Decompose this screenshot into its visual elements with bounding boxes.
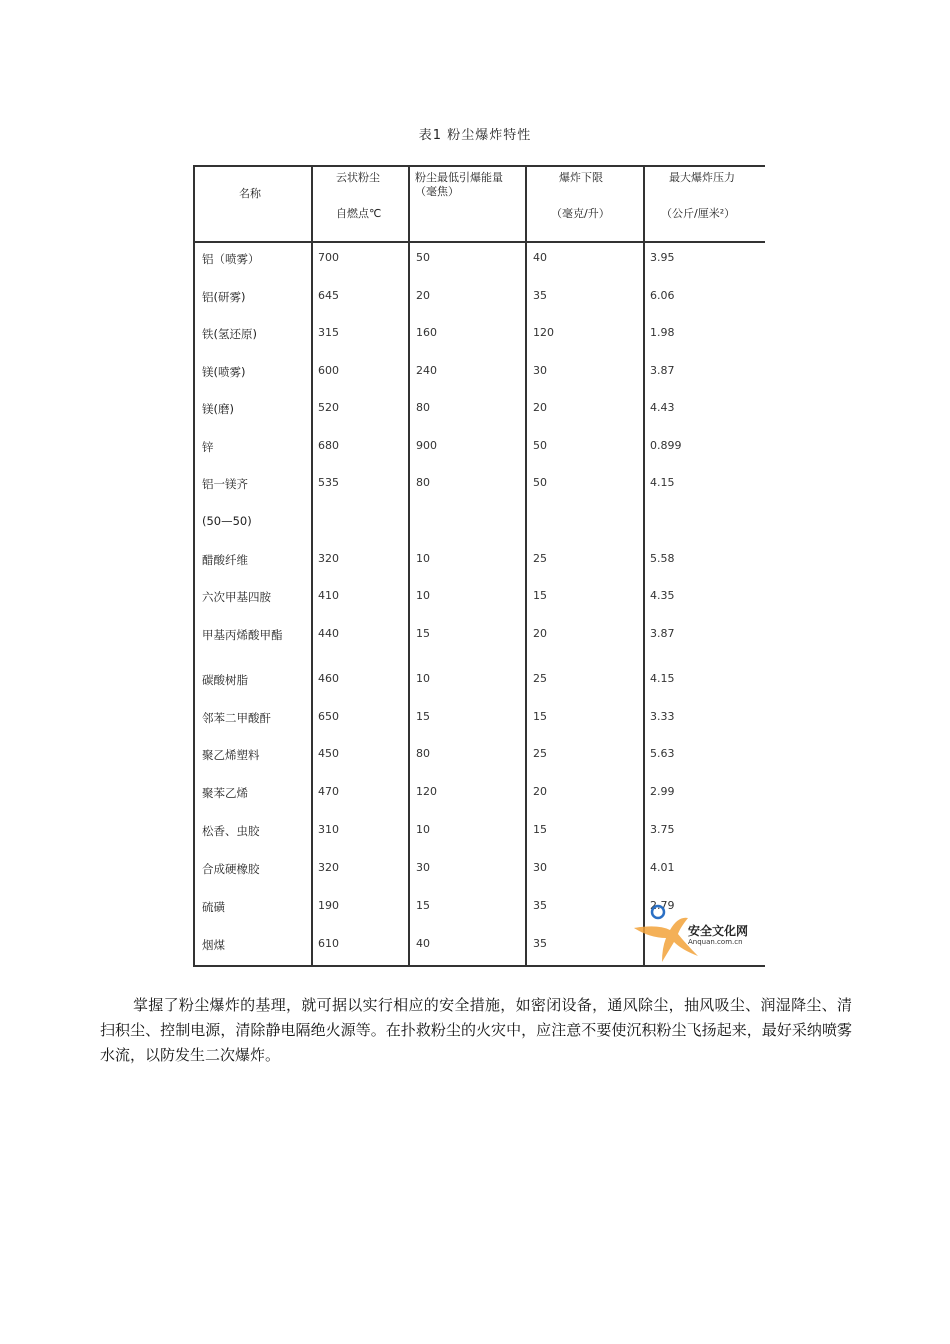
cell-name: 铝一镁齐 [202, 477, 248, 491]
watermark-title: 安全文化网 [688, 924, 749, 938]
cell-ignition-temp: 440 [318, 627, 339, 640]
cell-name: 六次甲基四胺 [202, 590, 271, 604]
dust-explosion-table [193, 165, 765, 967]
cell-max-pressure: 3.87 [650, 627, 675, 640]
cell-min-energy: 160 [416, 326, 437, 339]
cell-max-pressure: 3.95 [650, 251, 675, 264]
cell-max-pressure: 6.06 [650, 289, 675, 302]
header-ignition-temp-2: 自燃点℃ [336, 207, 382, 220]
header-lower-limit-2: （毫克/升） [551, 207, 610, 220]
cell-ignition-temp: 680 [318, 439, 339, 452]
table-caption: 表1 粉尘爆炸特性 [418, 128, 532, 143]
cell-ignition-temp: 315 [318, 326, 339, 339]
cell-name: 聚苯乙烯 [202, 786, 248, 800]
cell-name: 合成硬橡胶 [202, 862, 260, 876]
cell-max-pressure: 2.99 [650, 785, 675, 798]
cell-min-energy: 10 [416, 823, 430, 836]
cell-min-energy: 10 [416, 672, 430, 685]
column-divider [311, 165, 313, 967]
cell-lower-limit: 30 [533, 364, 547, 377]
cell-name: 烟煤 [202, 938, 225, 952]
cell-name: 镁(磨) [202, 402, 234, 416]
cell-ignition-temp: 470 [318, 785, 339, 798]
cell-ignition-temp: 450 [318, 747, 339, 760]
cell-min-energy: 80 [416, 747, 430, 760]
cell-lower-limit: 35 [533, 289, 547, 302]
cell-lower-limit: 35 [533, 899, 547, 912]
cell-lower-limit: 25 [533, 552, 547, 565]
cell-ignition-temp: 700 [318, 251, 339, 264]
column-divider [408, 165, 410, 967]
cell-ignition-temp: 320 [318, 552, 339, 565]
cell-min-energy: 40 [416, 937, 430, 950]
cell-lower-limit: 20 [533, 785, 547, 798]
cell-ignition-temp: 645 [318, 289, 339, 302]
cell-ignition-temp: 320 [318, 861, 339, 874]
cell-lower-limit: 25 [533, 747, 547, 760]
cell-max-pressure: 4.35 [650, 589, 675, 602]
cell-name: 碳酸树脂 [202, 673, 248, 687]
cell-lower-limit: 50 [533, 476, 547, 489]
header-name: 名称 [239, 187, 261, 200]
cell-ignition-temp: 190 [318, 899, 339, 912]
cell-ignition-temp: 535 [318, 476, 339, 489]
cell-min-energy: 20 [416, 289, 430, 302]
cell-max-pressure: 2.79 [650, 899, 675, 912]
cell-name: 铝（喷雾） [202, 252, 260, 266]
cell-name: (50—50) [202, 514, 252, 528]
cell-min-energy: 15 [416, 710, 430, 723]
cell-max-pressure: 5.58 [650, 552, 675, 565]
cell-name: 铝(研雾) [202, 290, 246, 304]
cell-lower-limit: 20 [533, 401, 547, 414]
header-ignition-temp-1: 云状粉尘 [336, 171, 380, 184]
cell-min-energy: 240 [416, 364, 437, 377]
cell-min-energy: 10 [416, 589, 430, 602]
cell-ignition-temp: 520 [318, 401, 339, 414]
cell-ignition-temp: 310 [318, 823, 339, 836]
cell-name: 甲基丙烯酸甲酯 [202, 628, 283, 642]
header-min-energy-2: （毫焦） [415, 185, 459, 198]
cell-lower-limit: 50 [533, 439, 547, 452]
cell-lower-limit: 20 [533, 627, 547, 640]
cell-name: 镁(喷雾) [202, 365, 246, 379]
cell-lower-limit: 40 [533, 251, 547, 264]
cell-name: 铁(氢还原) [202, 327, 257, 341]
cell-lower-limit: 30 [533, 861, 547, 874]
column-divider [643, 165, 645, 967]
body-paragraph: 掌握了粉尘爆炸的基理，就可据以实行相应的安全措施，如密闭设备，通风除尘，抽风吸尘、润湿降尘、清扫积尘、控制电源，清除静电隔绝火源等。在扑救粉尘的火灾中，应注意不要使沉积粉尘飞扬起来，最好采纳喷雾水流，以防发生二次爆炸。 [100, 996, 852, 1064]
table-border-top [193, 165, 765, 167]
cell-name: 硫磺 [202, 900, 225, 914]
cell-min-energy: 120 [416, 785, 437, 798]
cell-ignition-temp: 410 [318, 589, 339, 602]
cell-min-energy: 50 [416, 251, 430, 264]
cell-min-energy: 15 [416, 627, 430, 640]
cell-min-energy: 900 [416, 439, 437, 452]
cell-ignition-temp: 610 [318, 937, 339, 950]
cell-lower-limit: 120 [533, 326, 554, 339]
cell-min-energy: 80 [416, 476, 430, 489]
cell-name: 邻苯二甲酸酐 [202, 711, 271, 725]
cell-max-pressure: 3.75 [650, 823, 675, 836]
cell-lower-limit: 15 [533, 589, 547, 602]
watermark-subtitle: Anquan.com.cn [688, 938, 743, 946]
cell-lower-limit: 15 [533, 823, 547, 836]
cell-max-pressure: 3.87 [650, 364, 675, 377]
cell-max-pressure: 4.43 [650, 401, 675, 414]
cell-ignition-temp: 460 [318, 672, 339, 685]
table-border-bottom [193, 965, 765, 967]
cell-lower-limit: 15 [533, 710, 547, 723]
cell-lower-limit: 35 [533, 937, 547, 950]
cell-max-pressure: 4.15 [650, 672, 675, 685]
cell-name: 松香、虫胶 [202, 824, 260, 838]
cell-max-pressure: 0.899 [650, 439, 682, 452]
cell-min-energy: 80 [416, 401, 430, 414]
cell-name: 聚乙烯塑料 [202, 748, 260, 762]
cell-min-energy: 10 [416, 552, 430, 565]
cell-name: 锌 [202, 440, 214, 454]
cell-ignition-temp: 650 [318, 710, 339, 723]
header-lower-limit-1: 爆炸下限 [559, 171, 603, 184]
cell-name: 醋酸纤维 [202, 553, 248, 567]
header-max-pressure-1: 最大爆炸压力 [669, 171, 735, 184]
header-min-energy-1: 粉尘最低引爆能量 [415, 171, 503, 184]
column-divider [525, 165, 527, 967]
cell-max-pressure: 5.63 [650, 747, 675, 760]
cell-min-energy: 30 [416, 861, 430, 874]
table-border-left [193, 165, 195, 967]
cell-ignition-temp: 600 [318, 364, 339, 377]
cell-max-pressure: 3.33 [650, 710, 675, 723]
cell-lower-limit: 25 [533, 672, 547, 685]
cell-max-pressure: 4.01 [650, 861, 675, 874]
header-max-pressure-2: （公斤/厘米²） [661, 207, 736, 220]
cell-max-pressure: 4.15 [650, 476, 675, 489]
cell-max-pressure: 1.98 [650, 326, 675, 339]
cell-min-energy: 15 [416, 899, 430, 912]
header-divider [193, 241, 765, 243]
